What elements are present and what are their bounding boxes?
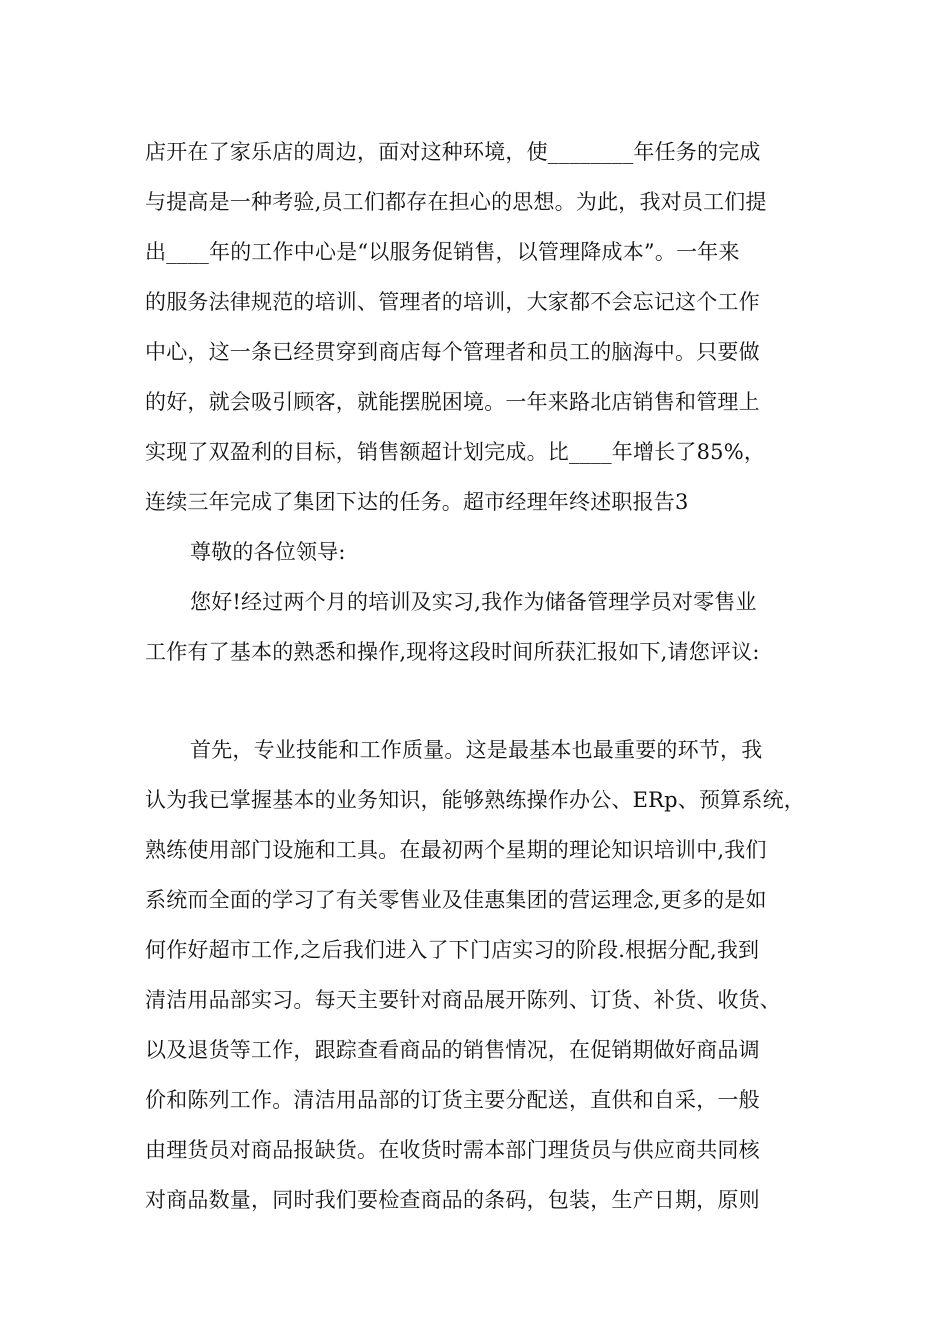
text-line: 中心，这一条已经贯穿到商店每个管理者和员工的脑海中。只要做 xyxy=(145,340,760,364)
text-line: 与提高是一种考验,员工们都存在担心的思想。为此，我对员工们提 xyxy=(145,190,767,214)
text-line: 清洁用品部实习。每天主要针对商品展开陈列、订货、补货、收货、 xyxy=(145,988,781,1012)
text-line: 由理货员对商品报缺货。在收货时需本部门理货员与供应商共同核 xyxy=(145,1138,760,1162)
salutation-line: 尊敬的各位领导: xyxy=(190,540,346,564)
text-line: 以及退货等工作，跟踪查看商品的销售情况，在促销期做好商品调 xyxy=(145,1038,760,1062)
text-line: 认为我已掌握基本的业务知识，能够熟练操作办公、ERp、预算系统， xyxy=(145,788,805,812)
text-line: 何作好超市工作,之后我们进入了下门店实习的阶段.根据分配,我到 xyxy=(145,938,760,962)
text-line: 工作有了基本的熟悉和操作,现将这段时间所获汇报如下,请您评议: xyxy=(145,640,760,664)
text-line: 连续三年完成了集团下达的任务。超市经理年终述职报告3 xyxy=(145,490,689,514)
text-line: 的服务法律规范的培训、管理者的培训，大家都不会忘记这个工作 xyxy=(145,290,760,314)
text-line: 熟练使用部门设施和工具。在最初两个星期的理论知识培训中,我们 xyxy=(145,838,767,862)
text-line: 对商品数量，同时我们要检查商品的条码，包装，生产日期，原则 xyxy=(145,1188,760,1212)
text-line: 出____年的工作中心是“以服务促销售，以管理降成本”。一年来 xyxy=(145,240,740,264)
text-line: 店开在了家乐店的周边，面对这种环境，使________年任务的完成 xyxy=(145,140,761,164)
text-line: 您好!经过两个月的培训及实习,我作为储备管理学员对零售业 xyxy=(190,590,757,614)
text-line: 的好，就会吸引顾客，就能摆脱困境。一年来路北店销售和管理上 xyxy=(145,390,760,414)
text-line: 实现了双盈利的目标，销售额超计划完成。比____年增长了85%， xyxy=(145,440,766,464)
text-line: 首先，专业技能和工作质量。这是最基本也最重要的环节，我 xyxy=(190,738,763,762)
text-line: 价和陈列工作。清洁用品部的订货主要分配送，直供和自采，一般 xyxy=(145,1088,760,1112)
text-line: 系统而全面的学习了有关零售业及佳惠集团的营运理念,更多的是如 xyxy=(145,888,767,912)
